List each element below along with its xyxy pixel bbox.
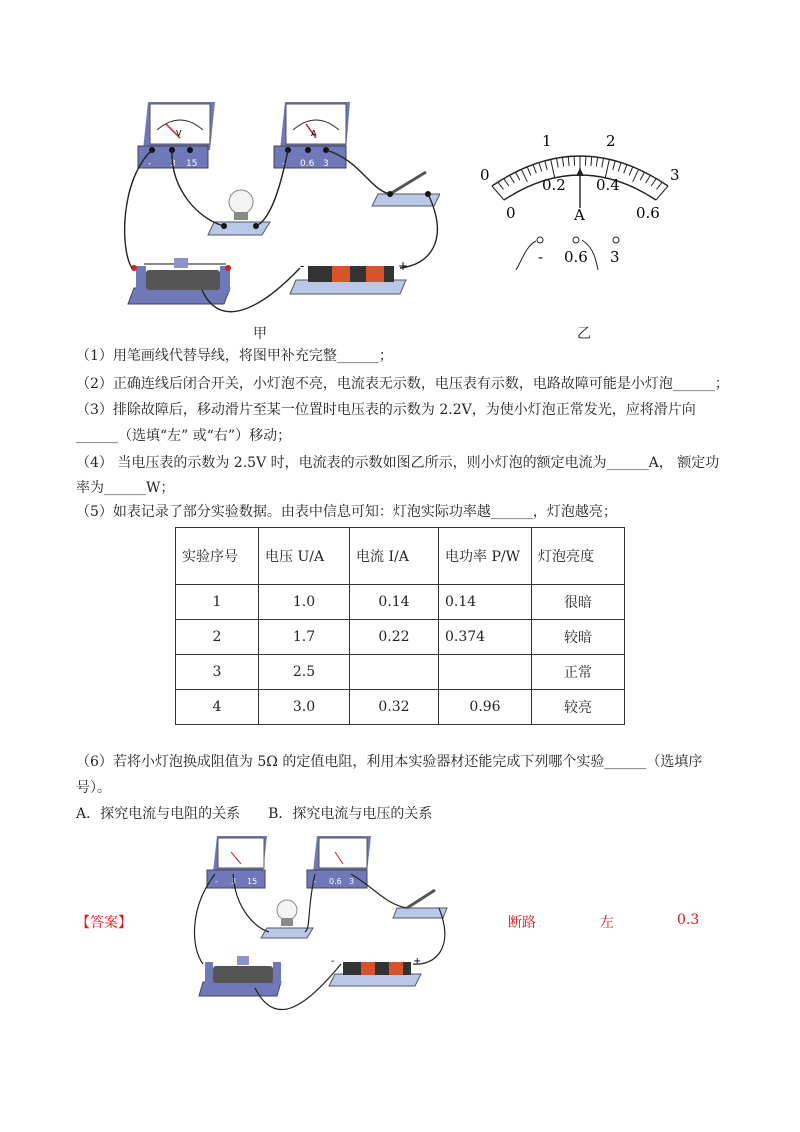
answer-battery-pos: + — [413, 956, 422, 967]
answer-switch — [393, 890, 447, 918]
dial-tick — [618, 163, 621, 172]
answer-battery-neg: - — [331, 956, 335, 967]
table-cell: 4 — [176, 690, 259, 725]
table-header: 电压 U/A — [259, 528, 350, 585]
table-cell — [439, 655, 532, 690]
battery-neg: - — [300, 259, 305, 273]
table-header: 电功率 P/W — [439, 528, 532, 585]
table-cell: 较暗 — [532, 620, 625, 655]
dial-tick — [533, 165, 536, 174]
table-cell: 0.374 — [439, 620, 532, 655]
table-cell: 3.0 — [259, 690, 350, 725]
table-cell: 3 — [176, 655, 259, 690]
question-6-options: A．探究电流与电阻的关系 B．探究电流与电压的关系 — [76, 806, 433, 822]
answer-ammeter-terminal: - — [313, 877, 316, 886]
dial-bottom-label-06: 0.6 — [636, 204, 660, 222]
answer-circuit-figure — [185, 828, 455, 1028]
table-header: 灯泡亮度 — [532, 528, 625, 585]
dial-tick — [539, 163, 542, 172]
dial-tick — [515, 172, 519, 180]
voltmeter — [138, 102, 215, 169]
answer-voltmeter-terminal: - — [215, 877, 218, 886]
ammeter-terminal-neg: - — [282, 159, 286, 169]
dial-bottom-label-0: 0 — [506, 204, 516, 222]
dial-tick — [640, 172, 644, 180]
ammeter-symbol: A — [311, 129, 317, 138]
switch — [372, 172, 440, 206]
answer-rheostat — [199, 956, 281, 996]
dial-tick — [498, 182, 504, 189]
dial-tick — [557, 158, 559, 167]
table-cell: 1.7 — [259, 620, 350, 655]
dial-top-label-0: 0 — [480, 166, 490, 184]
rheostat — [128, 258, 231, 304]
answer-value-1: 断路 — [508, 915, 536, 931]
answer-voltmeter — [207, 836, 267, 888]
answer-voltmeter-terminal: 3 — [231, 877, 237, 886]
question-1: （1）用笔画线代替导线，将图甲补充完整______； — [76, 348, 393, 364]
dial-tick — [521, 169, 527, 182]
question-6-line-1: （6）若将小灯泡换成阻值为 5Ω 的定值电阻，利用本实验器材还能完成下列哪个实验______（选填序 — [76, 754, 703, 770]
dial-tick — [591, 157, 592, 166]
answer-value-3: 0.3 — [677, 912, 700, 928]
dial-bottom-label-02: 0.2 — [542, 176, 566, 194]
table-cell: 2 — [176, 620, 259, 655]
dial-bottom-label-04: 0.4 — [596, 176, 620, 194]
answer-label: 【答案】 — [76, 915, 132, 931]
voltmeter-terminal-neg: - — [148, 159, 152, 169]
table-cell: 0.32 — [350, 690, 439, 725]
dial-tick — [568, 157, 569, 166]
table-row — [176, 620, 625, 655]
dial-tick — [651, 179, 656, 187]
dial-unit: A — [574, 206, 585, 224]
ammeter — [274, 102, 350, 169]
dial-top-label-1: 1 — [542, 132, 552, 150]
dial-tick — [527, 167, 531, 176]
dial-terminal-neg: - — [538, 248, 544, 266]
table-cell: 0.22 — [350, 620, 439, 655]
table-cell: 很暗 — [532, 585, 625, 620]
dial-tick — [629, 167, 633, 176]
table-cell: 1.0 — [259, 585, 350, 620]
question-6-line-2: 号）。 — [76, 780, 111, 796]
circuit-figure-jia — [110, 90, 440, 330]
caption-yi: 乙 — [577, 326, 591, 342]
table-cell: 1 — [176, 585, 259, 620]
dial-top-label-3: 3 — [670, 166, 680, 184]
ammeter-dial-yi — [470, 128, 700, 278]
table-cell: 0.14 — [439, 585, 532, 620]
dial-tick — [633, 169, 639, 182]
dial-tick — [646, 175, 651, 183]
answer-voltmeter-terminal: 15 — [247, 877, 258, 886]
voltmeter-terminal-15: 15 — [186, 159, 198, 169]
table-cell — [350, 655, 439, 690]
dial-terminal-3: 3 — [610, 248, 620, 266]
question-4-line-2: 率为______W； — [76, 480, 175, 496]
dial-tick — [605, 159, 609, 177]
dial-tick — [504, 179, 509, 187]
bulb — [208, 190, 270, 235]
answer-ammeter-terminal: 0.6 — [329, 877, 342, 886]
answer-ammeter-terminal: 3 — [349, 877, 355, 886]
answer-battery — [329, 956, 421, 986]
dial-tick — [562, 157, 563, 166]
battery-pos: + — [398, 259, 409, 273]
table-header-row — [176, 528, 625, 585]
dial-terminal-06: 0.6 — [564, 248, 588, 266]
data-table — [175, 527, 625, 725]
table-row — [176, 655, 625, 690]
voltmeter-symbol: V — [176, 129, 182, 138]
dial-tick — [510, 175, 515, 183]
table-row — [176, 585, 625, 620]
question-4-line-1: （4） 当电压表的示数为 2.5V 时，电流表的示数如图乙所示，则小灯泡的额定电流为______A， 额定功 — [76, 455, 720, 471]
answer-value-2: 左 — [600, 915, 614, 931]
table-cell: 较亮 — [532, 690, 625, 725]
table-cell: 0.96 — [439, 690, 532, 725]
dial-tick — [613, 161, 615, 170]
table-row — [176, 690, 625, 725]
dial-tick — [657, 182, 663, 189]
dial-tick — [624, 165, 627, 174]
battery — [290, 259, 408, 294]
table-header: 实验序号 — [176, 528, 259, 585]
table-cell: 正常 — [532, 655, 625, 690]
dial-top-label-2: 2 — [606, 132, 616, 150]
question-2: （2）正确连线后闭合开关，小灯泡不亮，电流表无示数，电压表有示数，电路故障可能是小灯泡______； — [76, 376, 729, 392]
voltmeter-terminal-3: 3 — [170, 159, 176, 169]
ammeter-terminal-3: 3 — [323, 159, 329, 169]
question-5: （5）如表记录了部分实验数据。由表中信息可知：灯泡实际功率越______，灯泡越亮； — [76, 504, 617, 520]
caption-jia: 甲 — [253, 326, 267, 342]
question-3-line-2: ______（选填“左” 或“右”）移动； — [76, 428, 292, 444]
table-cell: 2.5 — [259, 655, 350, 690]
table-header: 电流 I/A — [350, 528, 439, 585]
ammeter-terminal-06: 0.6 — [300, 159, 315, 169]
table-cell: 0.14 — [350, 585, 439, 620]
dial-tick — [596, 157, 597, 166]
dial-tick — [602, 158, 604, 167]
dial-tick — [545, 161, 547, 170]
question-3-line-1: （3）排除故障后，移动滑片至某一位置时电压表的示数为 2.2V，为使小灯泡正常发光，应将滑片向 — [76, 402, 696, 418]
dial-tick — [551, 159, 555, 177]
